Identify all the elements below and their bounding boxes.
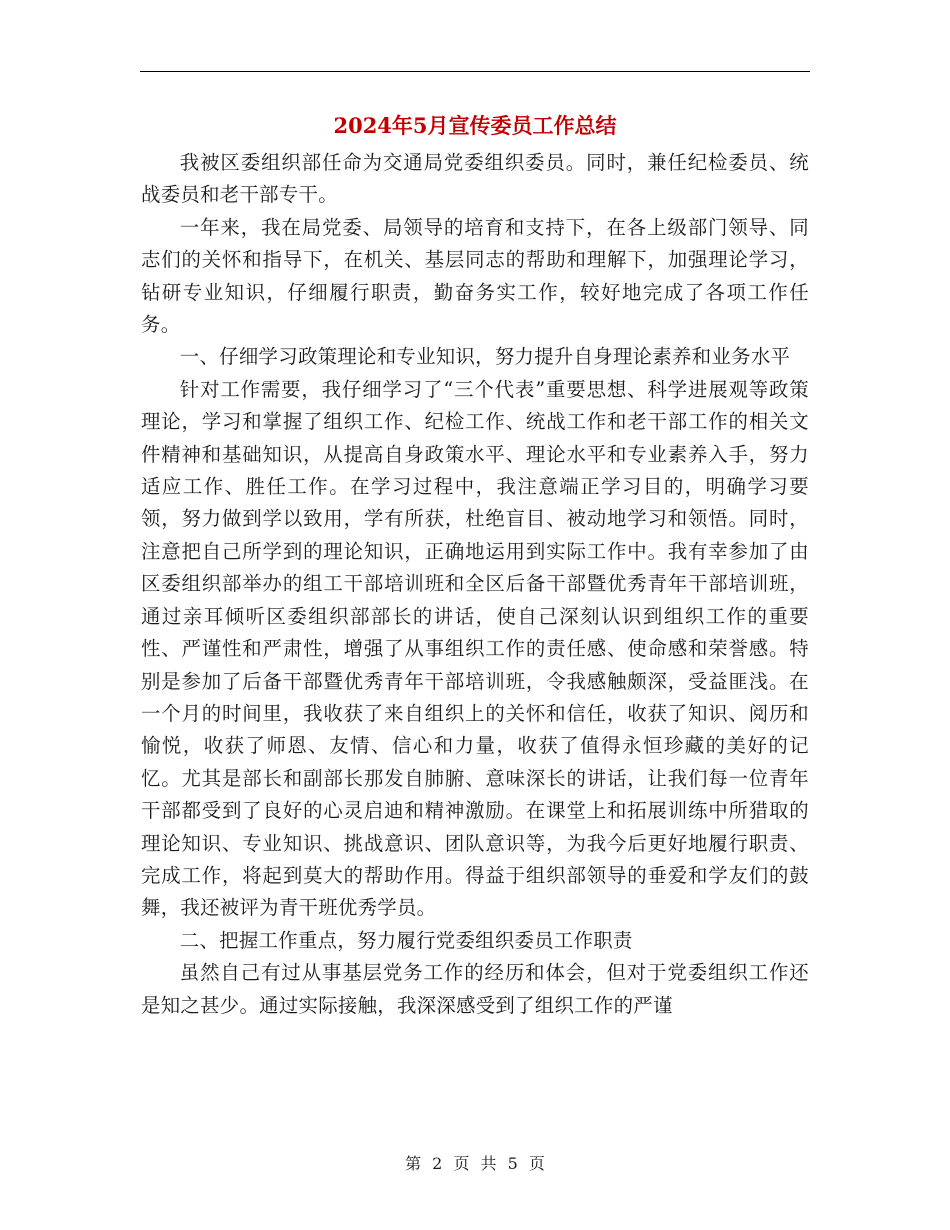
page-number-footer: 第 2 页 共 5 页	[405, 1154, 545, 1173]
paragraph-intro: 我被区委组织部任命为交通局党委组织委员。同时，兼任纪检委员、统战委员和老干部专干。	[141, 151, 809, 207]
header-rule	[140, 71, 810, 72]
document-body	[141, 147, 809, 1022]
paragraph-overview: 一年来，我在局党委、局领导的培育和支持下，在各上级部门领导、同志们的关怀和指导下，在机关、基层同志的帮助和理解下，加强理论学习，钻研专业知识，仔细履行职责，勤奋务实工作，较好地完成了各项工作任务。	[141, 215, 809, 337]
document-title: 2024年5月宣传委员工作总结	[333, 113, 617, 138]
paragraph-study: 针对工作需要，我仔细学习了“三个代表”重要思想、科学进展观等政策理论，学习和掌握了组织工作、纪检工作、统战工作和老干部工作的相关文件精神和基础知识，从提高自身政策水平、理论水平和专业素养入手，努力适应工作、胜任工作。在学习过程中，我注意端正学习目的，明确学习要领，努力做到学以致用，学有所获，杜绝盲目、被动地学习和领悟。同时，注意把自己所学到的理论知识，正确地运用到实际工作中。我有幸参加了由区委组织部举办的组工干部培训班和全区后备干部暨优秀青年干部培训班，通过亲耳倾听区委组织部部长的讲话，使自己深刻认识到组织工作的重要性、严谨性和严肃性，增强了从事组织工作的责任感、使命感和荣誉感。特别是参加了后备干部暨优秀青年干部培训班，令我感触颇深，受益匪浅。在一个月的时间里，我收获了来自组织上的关怀和信任，收获了知识、阅历和愉悦，收获了师恩、友情、信心和力量，收获了值得永恒珍藏的美好的记忆。尤其是部长和副部长那发自肺腑、意味深长的讲话，让我们每一位青年干部都受到了良好的心灵启迪和精神激励。在课堂上和拓展训练中所猎取的理论知识、专业知识、挑战意识、团队意识等，为我今后更好地履行职责、完成工作，将起到莫大的帮助作用。得益于组织部领导的垂爱和学友们的鼓舞，我还被评为青干班优秀学员。	[141, 377, 809, 920]
section-heading-1: 一、仔细学习政策理论和专业知识，努力提升自身理论素养和业务水平	[179, 345, 791, 369]
section-heading-2: 二、把握工作重点，努力履行党委组织委员工作职责	[179, 928, 633, 952]
paragraph-duties: 虽然自己有过从事基层党务工作的经历和体会，但对于党委组织工作还是知之甚少。通过实际接触，我深深感受到了组织工作的严谨	[141, 961, 809, 1017]
